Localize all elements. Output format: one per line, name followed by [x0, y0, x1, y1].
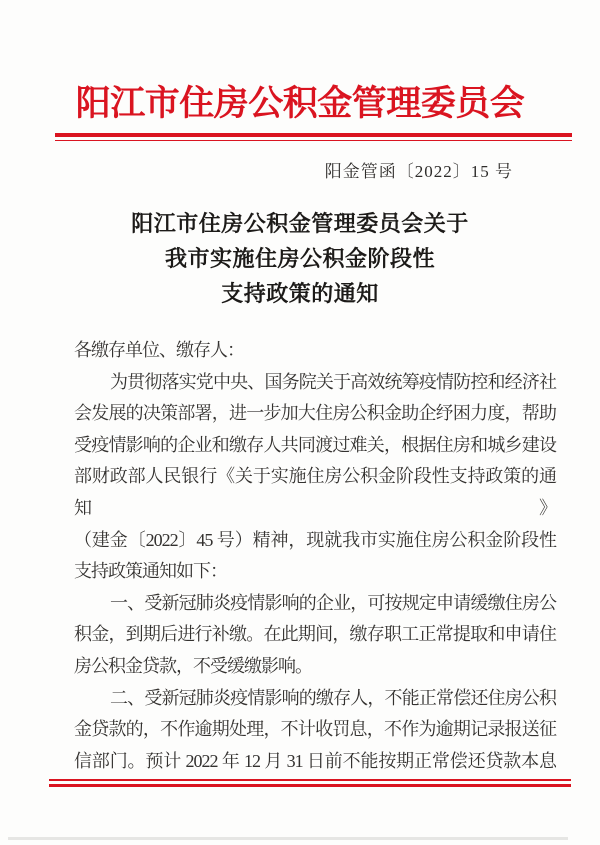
body-line: 为贯彻落实党中央、国务院关于高效统筹疫情防控和经济社 — [110, 371, 556, 392]
footer-rule-thick — [49, 784, 571, 787]
body-line: （建金〔2022〕45 号）精神，现就我市实施住房公积金阶段性 — [74, 529, 556, 550]
doc-title-line-3: 支持政策的通知 — [221, 281, 379, 306]
agency-header-title: 阳江市住房公积金管理委员会 — [75, 84, 525, 123]
doc-title-line-2: 我市实施住房公积金阶段性 — [164, 246, 435, 271]
header-rule-thick — [55, 133, 572, 137]
header-rule-thin — [55, 140, 572, 142]
doc-title — [0, 206, 600, 311]
body-line: 积金，到期后进行补缴。在此期间，缴存职工正常提取和申请住 — [74, 624, 556, 645]
doc-title-line-1: 阳江市住房公积金管理委员会关于 — [131, 211, 469, 236]
body-line: 受疫情影响的企业和缴存人共同渡过难关，根据住房和城乡建设 — [74, 434, 556, 455]
body-line: 会发展的决策部署，进一步加大住房公积金助企纾困力度，帮助 — [74, 403, 556, 424]
body-line: 部财政部人民银行《关于实施住房公积金阶段性支持政策的通知》 — [74, 466, 556, 518]
body-line: 支持政策通知如下： — [74, 561, 227, 582]
footer-rule-thin — [49, 779, 571, 781]
body-line: 二、受新冠肺炎疫情影响的缴存人，不能正常偿还住房公积 — [110, 687, 556, 708]
body-line: 金贷款的，不作逾期处理，不计收罚息，不作为逾期记录报送征 — [74, 719, 556, 740]
scan-edge-shadow — [8, 837, 568, 840]
body-line: 房公积金贷款，不受缓缴影响。 — [74, 655, 312, 676]
body-line: 一、受新冠肺炎疫情影响的企业，可按规定申请缓缴住房公 — [110, 592, 556, 613]
body-line: 信部门。预计 2022 年 12 月 31 日前不能按期正常偿还贷款本息 — [74, 750, 556, 771]
body-line: 各缴存单位、缴存人： — [74, 340, 244, 360]
doc-number: 阳金管函〔2022〕15 号 — [324, 162, 513, 181]
document-body — [74, 335, 556, 777]
